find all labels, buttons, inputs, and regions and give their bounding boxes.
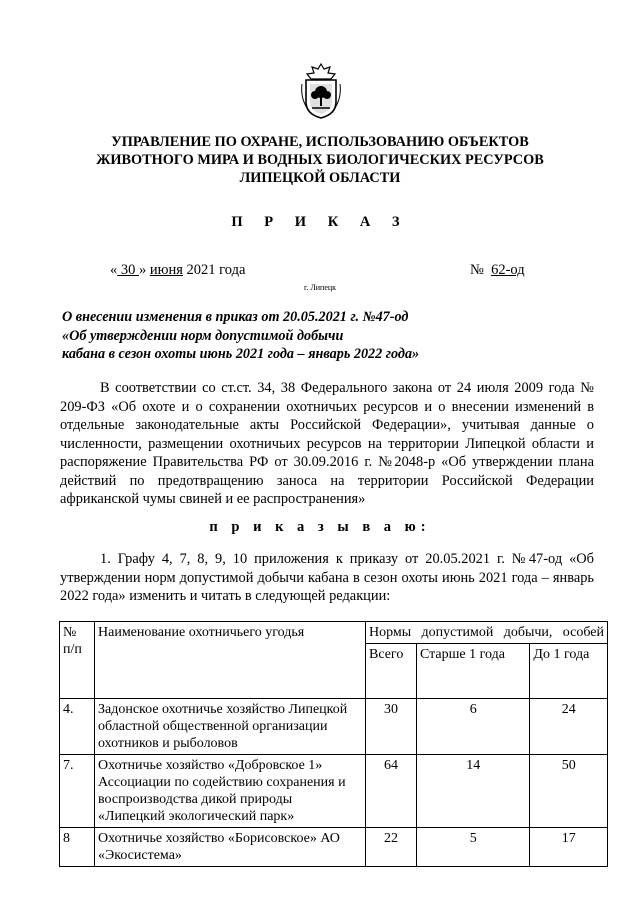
date-year: 2021 года bbox=[182, 262, 246, 278]
cell-younger: 24 bbox=[530, 699, 608, 755]
date-day: 30 bbox=[117, 262, 139, 278]
agency-line: УПРАВЛЕНИЕ ПО ОХРАНЕ, ИСПОЛЬЗОВАНИЮ ОБЪЕКТОВ bbox=[111, 134, 529, 150]
cell-younger: 50 bbox=[530, 755, 608, 828]
date-close-quote: » bbox=[139, 262, 147, 278]
coat-of-arms-icon bbox=[300, 60, 342, 120]
order-number bbox=[470, 262, 525, 279]
cell-older: 6 bbox=[416, 699, 529, 755]
table-header-row bbox=[60, 622, 608, 644]
header-name: Наименование охотничьего угодья bbox=[95, 622, 366, 699]
table-row bbox=[60, 699, 608, 755]
document-type: П Р И К А З bbox=[231, 214, 409, 230]
header-num: № п/п bbox=[60, 622, 95, 699]
header-total: Всего bbox=[366, 644, 417, 699]
number-value: 62-од bbox=[491, 262, 525, 278]
subject-line: кабана в сезон охоты июнь 2021 года – январь 2022 года» bbox=[62, 346, 420, 362]
cell-younger: 17 bbox=[530, 828, 608, 867]
header-norms: Нормы допустимой добычи, особей bbox=[366, 622, 608, 644]
subject-line: «Об утверждении норм допустимой добычи bbox=[62, 327, 344, 344]
agency-name bbox=[60, 133, 580, 187]
clause-1: 1. Графу 4, 7, 8, 9, 10 приложения к приказу от 20.05.2021 г. №47-од «Об утверждении норм допустимой добычи кабана в сезон охоты июнь 2021 года – январь 2022 года» изменить и читать в следующей редакции: bbox=[60, 551, 594, 604]
cell-name: Задонское охотничье хозяйство Липецкой областной общественной организации охотников и рыболовов bbox=[95, 699, 366, 755]
cell-older: 5 bbox=[416, 828, 529, 867]
header-younger: До 1 года bbox=[530, 644, 608, 699]
cell-total: 22 bbox=[366, 828, 417, 867]
cell-name: Охотничье хозяйство «Борисовское» АО «Экосистема» bbox=[95, 828, 366, 867]
subject-line: О внесении изменения в приказ от 20.05.2021 г. №47-од bbox=[62, 309, 409, 325]
agency-line: ЛИПЕЦКОЙ ОБЛАСТИ bbox=[239, 170, 401, 186]
agency-line: ЖИВОТНОГО МИРА И ВОДНЫХ БИОЛОГИЧЕСКИХ РЕСУРСОВ bbox=[96, 152, 544, 168]
cell-total: 64 bbox=[366, 755, 417, 828]
date-open-quote: « bbox=[110, 262, 118, 278]
city: г. Липецк bbox=[303, 283, 337, 292]
cell-num: 7. bbox=[60, 755, 95, 828]
table-row bbox=[60, 828, 608, 867]
number-label: № bbox=[470, 262, 484, 278]
cell-num: 4. bbox=[60, 699, 95, 755]
decree-word: п р и к а з ы в а ю: bbox=[209, 519, 431, 535]
cell-name: Охотничье хозяйство «Добровское 1» Ассоциации по содействию сохранения и воспроизводства дикой природы «Липецкий экологический парк» bbox=[95, 755, 366, 828]
table-row bbox=[60, 755, 608, 828]
cell-total: 30 bbox=[366, 699, 417, 755]
date-month: июня bbox=[149, 262, 183, 278]
preamble: В соответствии со ст.ст. 34, 38 Федерального закона от 24 июля 2009 года № 209-ФЗ «Об охоте и о сохранении охотничьих ресурсов и о внесении изменений в отдельные законодательные акты Российской Федерации», учитывая данные о численности, размещении охотничьих ресурсов на территории Липецкой области и распоряжение Правительства РФ от 30.09.2016 г. №2048-р «Об утверждении плана действий по предотвращению заноса на территории Российской Федерации африканской чумы свиней и ее распространения» bbox=[60, 380, 594, 507]
header-older: Старше 1 года bbox=[416, 644, 529, 699]
order-date bbox=[110, 262, 245, 279]
cell-num: 8 bbox=[60, 828, 95, 867]
order-subject bbox=[62, 308, 532, 364]
norms-table bbox=[59, 621, 608, 867]
cell-older: 14 bbox=[416, 755, 529, 828]
